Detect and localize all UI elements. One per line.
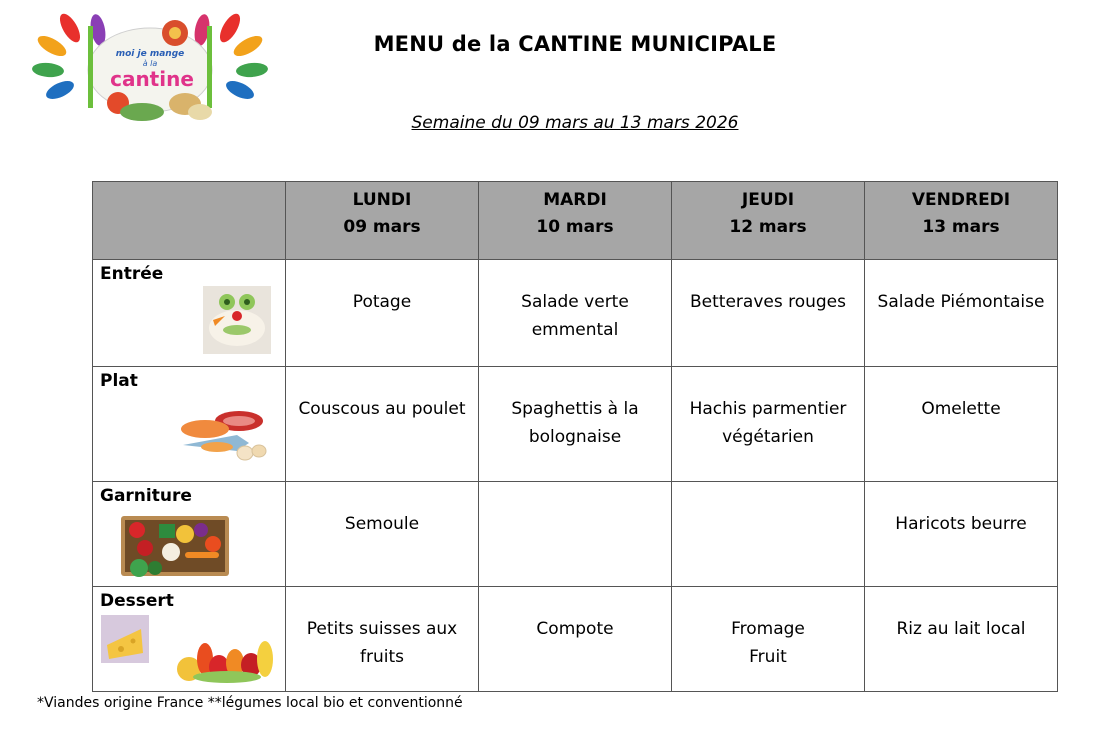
dish-line: Spaghettis à la: [511, 399, 639, 419]
day-header-mardi: [479, 182, 672, 260]
dish-line: Hachis parmentier: [689, 399, 847, 419]
day-name: VENDREDI: [911, 190, 1011, 210]
dish-line: Omelette: [921, 399, 1001, 419]
row-header-entree: [93, 260, 286, 367]
menu-cell-empty: [479, 482, 672, 587]
week-subtitle: Semaine du 09 mars au 13 mars 2026: [411, 113, 739, 133]
day-date: 12 mars: [729, 217, 807, 237]
dish-line: Haricots beurre: [895, 514, 1027, 534]
cheese-and-fruits-icon: [101, 615, 281, 689]
row-label: Garniture: [100, 486, 192, 506]
menu-cell: [672, 367, 865, 482]
row-header-garniture: [93, 482, 286, 587]
table-row: [93, 367, 1058, 482]
dish-line: végétarien: [722, 427, 814, 447]
day-name: JEUDI: [741, 190, 795, 210]
menu-cell: [672, 260, 865, 367]
menu-cell: [672, 587, 865, 692]
menu-cell: [479, 587, 672, 692]
menu-cell: [865, 482, 1058, 587]
svg-text:moi je mange: moi je mange: [115, 49, 185, 59]
row-label: Dessert: [100, 591, 174, 611]
menu-cell: [286, 482, 479, 587]
menu-table: [92, 181, 1058, 692]
menu-cell: [286, 367, 479, 482]
day-header-vendredi: [865, 182, 1058, 260]
day-date: 10 mars: [536, 217, 614, 237]
row-label: Plat: [100, 371, 138, 391]
dish-line: fruits: [360, 647, 404, 667]
dish-line: Semoule: [344, 514, 420, 534]
dish-line: Potage: [352, 292, 412, 312]
row-label: Entrée: [100, 264, 164, 284]
day-name: MARDI: [543, 190, 607, 210]
menu-cell: [286, 260, 479, 367]
dish-line: bolognaise: [528, 427, 622, 447]
day-header-jeudi: [672, 182, 865, 260]
dish-line: Couscous au poulet: [298, 399, 466, 419]
dish-line: Salade verte: [521, 292, 629, 312]
day-name: LUNDI: [352, 190, 412, 210]
svg-text:cantine: cantine: [110, 67, 194, 91]
table-row: [93, 482, 1058, 587]
dish-line: Betteraves rouges: [690, 292, 846, 312]
menu-cell: [479, 260, 672, 367]
footnote: *Viandes origine France **légumes local bio et conventionné: [37, 695, 463, 711]
dish-line: Compote: [536, 619, 614, 639]
menu-cell-empty: [672, 482, 865, 587]
meat-fish-eggs-icon: [177, 407, 269, 467]
dish-line: emmental: [531, 320, 619, 340]
vegetable-face-plate-icon: [203, 286, 271, 358]
corner-cell: [93, 182, 286, 260]
cantine-logo: [30, 8, 270, 126]
day-header-lundi: [286, 182, 479, 260]
menu-cell: [865, 587, 1058, 692]
page-title: MENU de la CANTINE MUNICIPALE: [373, 32, 777, 56]
vegetable-crate-icon: [115, 512, 231, 586]
table-row: [93, 260, 1058, 367]
menu-cell: [479, 367, 672, 482]
dish-line: Salade Piémontaise: [877, 292, 1045, 312]
dish-line: Riz au lait local: [896, 619, 1026, 639]
menu-cell: [865, 260, 1058, 367]
row-header-plat: [93, 367, 286, 482]
svg-text:à la: à la: [142, 59, 158, 68]
dish-line: Fruit: [749, 647, 787, 667]
header-row: [93, 182, 1058, 260]
dish-line: Fromage: [731, 619, 805, 639]
day-date: 09 mars: [343, 217, 421, 237]
table-row: [93, 587, 1058, 692]
menu-cell: [286, 587, 479, 692]
day-date: 13 mars: [922, 217, 1000, 237]
menu-cell: [865, 367, 1058, 482]
row-header-dessert: [93, 587, 286, 692]
dish-line: Petits suisses aux: [306, 619, 458, 639]
